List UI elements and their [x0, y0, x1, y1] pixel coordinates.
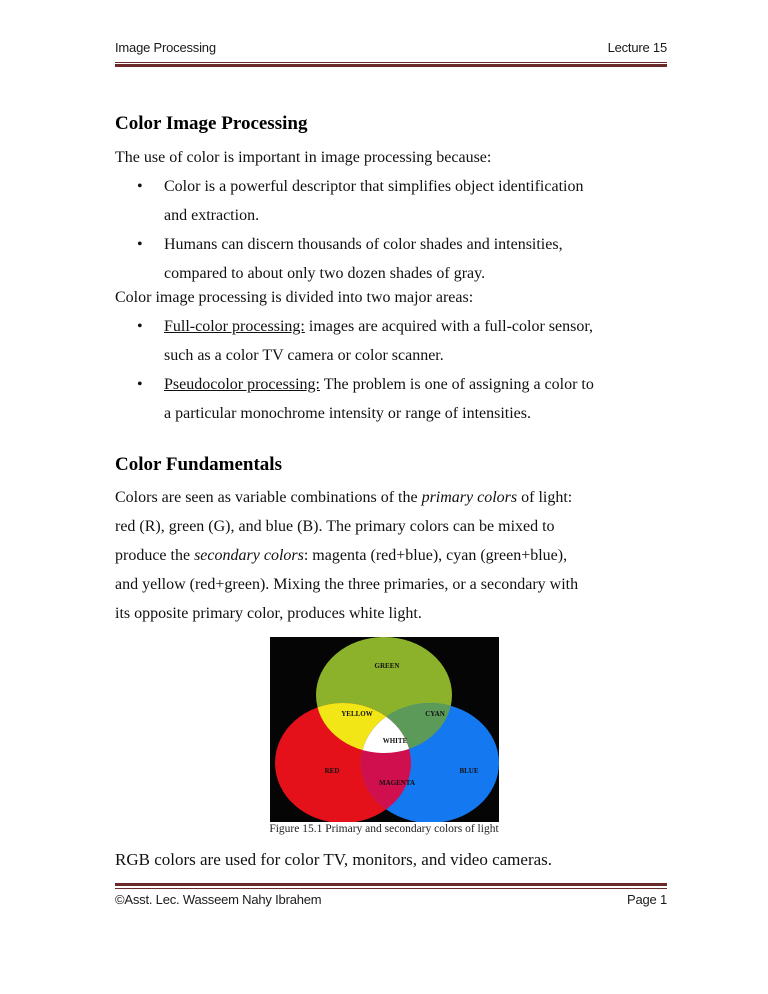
areas-intro-paragraph: Color image processing is divided into two major areas:: [115, 289, 474, 306]
section-title-color-fundamentals: Color Fundamentals: [115, 454, 282, 475]
running-footer: [115, 892, 667, 907]
fundamentals-paragraph: [115, 483, 675, 628]
bullet-line: and extraction.: [164, 207, 260, 224]
bullet-icon: •: [137, 236, 143, 253]
header-lecture-number: Lecture 15: [607, 40, 667, 55]
running-header: [115, 40, 667, 55]
bullet-line: compared to about only two dozen shades of gray.: [164, 265, 486, 282]
bullet-icon: •: [137, 178, 143, 195]
rgb-venn-figure: [270, 637, 499, 822]
emphasis-secondary-colors: secondary colors: [194, 547, 304, 564]
header-rule-thick: [115, 64, 667, 67]
bullet-text: The problem is one of assigning a color to: [319, 376, 594, 393]
figure-caption: Figure 15.1 Primary and secondary colors of light: [269, 823, 499, 835]
label-red: RED: [324, 767, 340, 775]
bullet-text: images are acquired with a full-color sensor,: [304, 318, 594, 335]
bullet-line: Humans can discern thousands of color shades and intensities,: [164, 236, 563, 253]
footer-author: ©Asst. Lec. Wasseem Nahy Ibrahem: [115, 892, 322, 907]
text-line: and yellow (red+green). Mixing the three primaries, or a secondary with: [115, 576, 579, 593]
label-white: WHITE: [382, 737, 408, 745]
text-run: Colors are seen as variable combinations of the: [115, 489, 422, 506]
closing-paragraph: RGB colors are used for color TV, monitors, and video cameras.: [115, 850, 553, 869]
header-course-title: Image Processing: [115, 40, 216, 55]
label-blue: BLUE: [459, 767, 479, 775]
footer-rule-thick: [115, 883, 667, 886]
text-run: produce the: [115, 547, 195, 564]
bullet-icon: •: [137, 376, 143, 393]
term-full-color-processing: Full-color processing:: [164, 318, 305, 335]
intro-paragraph: The use of color is important in image processing because:: [115, 149, 492, 166]
bullet-line: Color is a powerful descriptor that simplifies object identification: [164, 178, 584, 195]
bullet-icon: •: [137, 318, 143, 335]
label-yellow: YELLOW: [341, 710, 373, 718]
term-pseudocolor-processing: Pseudocolor processing:: [164, 376, 320, 393]
section-title-color-image-processing: Color Image Processing: [115, 113, 308, 134]
footer-page-number: Page 1: [626, 892, 667, 907]
text-run: : magenta (red+blue), cyan (green+blue),: [303, 547, 568, 564]
footer-rule-thin: [115, 888, 667, 889]
label-magenta: MAGENTA: [378, 779, 416, 787]
text-run: of light:: [517, 489, 573, 506]
header-rule-thin: [115, 62, 667, 63]
text-line: red (R), green (G), and blue (B). The primary colors can be mixed to: [115, 518, 555, 535]
label-green: GREEN: [374, 662, 400, 670]
emphasis-primary-colors: primary colors: [421, 489, 518, 506]
label-cyan: CYAN: [425, 710, 445, 718]
bullet-line: such as a color TV camera or color scanner.: [164, 347, 444, 364]
text-line: its opposite primary color, produces white light.: [115, 605, 422, 622]
bullet-line: a particular monochrome intensity or range of intensities.: [164, 405, 531, 422]
